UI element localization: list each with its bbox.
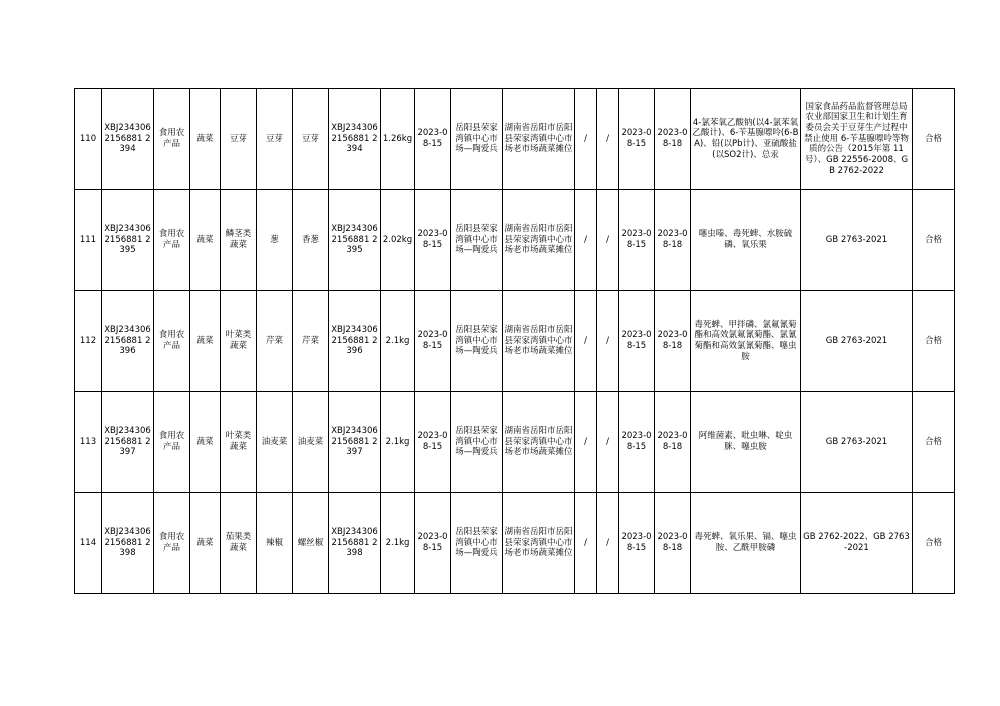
- cell-address: 湖南省岳阳市岳阳县荣家湾镇中心市场老市场蔬菜摊位: [503, 493, 575, 594]
- cell-food-subcategory: 蔬菜: [190, 493, 221, 594]
- cell-food-subcategory: 蔬菜: [190, 190, 221, 291]
- cell-report-date: 2023-08-18: [655, 291, 691, 392]
- cell-index: 113: [75, 392, 102, 493]
- cell-manufacturer-address: /: [597, 190, 619, 291]
- cell-manufacturer-address: /: [597, 392, 619, 493]
- cell-food-subcategory: 蔬菜: [190, 392, 221, 493]
- cell-task-date: 2023-08-15: [619, 291, 655, 392]
- cell-address: 湖南省岳阳市岳阳县荣家湾镇中心市场老市场蔬菜摊位: [503, 190, 575, 291]
- cell-address: 湖南省岳阳市岳阳县荣家湾镇中心市场老市场蔬菜摊位: [503, 392, 575, 493]
- cell-sample-code: XBJ2343062156881 2396: [102, 291, 154, 392]
- cell-food-name: 油麦菜: [257, 392, 293, 493]
- table-row: [75, 89, 955, 190]
- cell-food-type: 豆芽: [221, 89, 257, 190]
- cell-sample-date: 2023-08-15: [415, 291, 451, 392]
- cell-result: 合格: [913, 392, 955, 493]
- report-table-container: [74, 88, 942, 594]
- cell-sample-date: 2023-08-15: [415, 493, 451, 594]
- cell-standard: 国家食品药品监督管理总局 农业部国家卫生和计划生育委员会关于豆芽生产过程中禁止使用 6-苄基腺嘌呤等物质的公告（2015年第 11 号）、GB 22556-2008、GB 2762-2022: [801, 89, 913, 190]
- cell-manufacturer-address: /: [597, 89, 619, 190]
- cell-manufacturer: /: [575, 493, 597, 594]
- table-row: [75, 392, 955, 493]
- cell-result: 合格: [913, 89, 955, 190]
- cell-sample-id: XBJ2343062156881 2398: [329, 493, 381, 594]
- cell-index: 112: [75, 291, 102, 392]
- cell-report-date: 2023-08-18: [655, 190, 691, 291]
- cell-sample-date: 2023-08-15: [415, 392, 451, 493]
- cell-task-date: 2023-08-15: [619, 89, 655, 190]
- cell-food-category: 食用农产品: [154, 89, 190, 190]
- cell-manufacturer-address: /: [597, 291, 619, 392]
- cell-items: 毒死蜱、甲拌磷、氯氟氰菊酯和高效氯氟氰菊酯、氯氰菊酯和高效氯氰菊酯、噻虫胺: [691, 291, 801, 392]
- cell-site: 岳阳县荣家湾镇中心市场—陶爱兵: [451, 89, 503, 190]
- cell-site: 岳阳县荣家湾镇中心市场—陶爱兵: [451, 493, 503, 594]
- cell-address: 湖南省岳阳市岳阳县荣家湾镇中心市场老市场蔬菜摊位: [503, 89, 575, 190]
- cell-sample-id: XBJ2343062156881 2397: [329, 392, 381, 493]
- cell-spec: 豆芽: [293, 89, 329, 190]
- cell-report-date: 2023-08-18: [655, 493, 691, 594]
- cell-quantity: 2.1kg: [381, 392, 415, 493]
- cell-food-name: 葱: [257, 190, 293, 291]
- cell-manufacturer: /: [575, 392, 597, 493]
- cell-sample-id: XBJ2343062156881 2396: [329, 291, 381, 392]
- cell-sample-id: XBJ2343062156881 2395: [329, 190, 381, 291]
- cell-items: 噻虫嗪、毒死蜱、水胺硫磷、氧乐果: [691, 190, 801, 291]
- cell-site: 岳阳县荣家湾镇中心市场—陶爱兵: [451, 392, 503, 493]
- cell-report-date: 2023-08-18: [655, 392, 691, 493]
- cell-food-subcategory: 蔬菜: [190, 291, 221, 392]
- cell-index: 111: [75, 190, 102, 291]
- cell-spec: 油麦菜: [293, 392, 329, 493]
- cell-food-type: 叶菜类蔬菜: [221, 291, 257, 392]
- cell-food-category: 食用农产品: [154, 392, 190, 493]
- cell-food-name: 芹菜: [257, 291, 293, 392]
- inspection-report-table: [74, 88, 955, 594]
- cell-sample-code: XBJ2343062156881 2397: [102, 392, 154, 493]
- cell-items: 阿维菌素、吡虫啉、啶虫脒、噻虫胺: [691, 392, 801, 493]
- cell-items: 毒死蜱、氧乐果、镉、噻虫胺、乙酰甲胺磷: [691, 493, 801, 594]
- cell-sample-code: XBJ2343062156881 2398: [102, 493, 154, 594]
- cell-standard: GB 2763-2021: [801, 190, 913, 291]
- cell-manufacturer-address: /: [597, 493, 619, 594]
- cell-sample-date: 2023-08-15: [415, 89, 451, 190]
- cell-index: 110: [75, 89, 102, 190]
- cell-result: 合格: [913, 190, 955, 291]
- cell-spec: 芹菜: [293, 291, 329, 392]
- cell-spec: 香葱: [293, 190, 329, 291]
- cell-sample-code: XBJ2343062156881 2394: [102, 89, 154, 190]
- cell-items: 4-氯苯氧乙酸钠(以4-氯苯氧乙酸计)、6-苄基腺嘌呤(6-BA)、铅(以Pb计)、亚硫酸盐(以SO2计)、总汞: [691, 89, 801, 190]
- cell-food-category: 食用农产品: [154, 493, 190, 594]
- cell-food-name: 辣椒: [257, 493, 293, 594]
- cell-quantity: 1.26kg: [381, 89, 415, 190]
- cell-food-name: 豆芽: [257, 89, 293, 190]
- cell-task-date: 2023-08-15: [619, 493, 655, 594]
- cell-quantity: 2.02kg: [381, 190, 415, 291]
- cell-report-date: 2023-08-18: [655, 89, 691, 190]
- cell-standard: GB 2762-2022、GB 2763-2021: [801, 493, 913, 594]
- cell-food-category: 食用农产品: [154, 190, 190, 291]
- table-row: [75, 190, 955, 291]
- cell-index: 114: [75, 493, 102, 594]
- cell-manufacturer: /: [575, 89, 597, 190]
- cell-quantity: 2.1kg: [381, 493, 415, 594]
- cell-site: 岳阳县荣家湾镇中心市场—陶爱兵: [451, 291, 503, 392]
- cell-address: 湖南省岳阳市岳阳县荣家湾镇中心市场老市场蔬菜摊位: [503, 291, 575, 392]
- cell-manufacturer: /: [575, 190, 597, 291]
- cell-spec: 螺丝椒: [293, 493, 329, 594]
- cell-result: 合格: [913, 291, 955, 392]
- cell-quantity: 2.1kg: [381, 291, 415, 392]
- table-row: [75, 493, 955, 594]
- cell-sample-code: XBJ2343062156881 2395: [102, 190, 154, 291]
- table-row: [75, 291, 955, 392]
- cell-manufacturer: /: [575, 291, 597, 392]
- cell-standard: GB 2763-2021: [801, 392, 913, 493]
- cell-standard: GB 2763-2021: [801, 291, 913, 392]
- cell-food-type: 茄果类蔬菜: [221, 493, 257, 594]
- cell-task-date: 2023-08-15: [619, 392, 655, 493]
- cell-sample-date: 2023-08-15: [415, 190, 451, 291]
- cell-food-category: 食用农产品: [154, 291, 190, 392]
- cell-task-date: 2023-08-15: [619, 190, 655, 291]
- cell-food-subcategory: 蔬菜: [190, 89, 221, 190]
- cell-result: 合格: [913, 493, 955, 594]
- cell-food-type: 鳞茎类蔬菜: [221, 190, 257, 291]
- cell-food-type: 叶菜类蔬菜: [221, 392, 257, 493]
- cell-sample-id: XBJ2343062156881 2394: [329, 89, 381, 190]
- cell-site: 岳阳县荣家湾镇中心市场—陶爱兵: [451, 190, 503, 291]
